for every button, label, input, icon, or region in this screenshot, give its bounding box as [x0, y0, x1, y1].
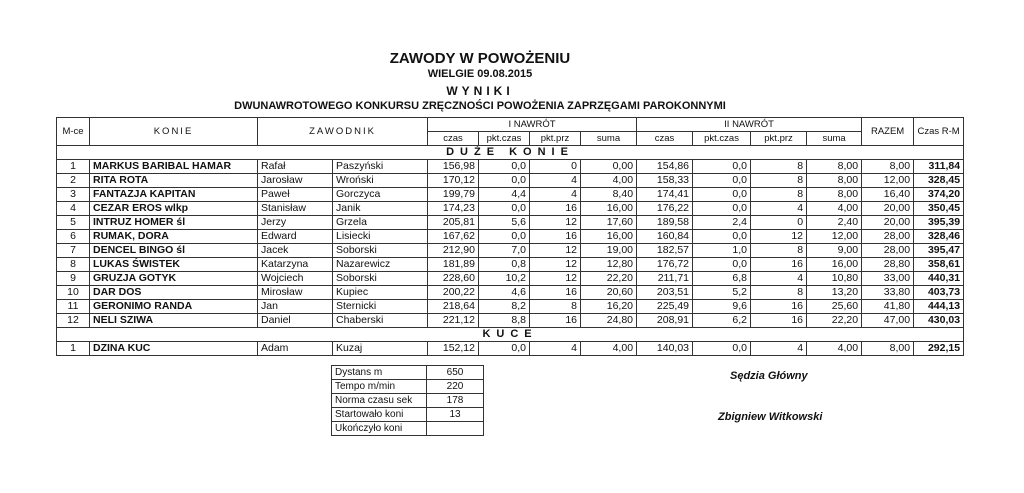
stats-label: Ukończyło koni	[332, 422, 427, 436]
judge-role: Sędzia Główny	[730, 370, 808, 382]
driver-firstname-cell: Jacek	[258, 244, 333, 258]
driver-lastname-cell: Wroński	[333, 174, 428, 188]
competition-subtitle: DWUNAWROTOWEGO KONKURSU ZRĘCZNOŚCI POWOŻENIA ZAPRZĘGAMI PAROKONNYMI	[234, 100, 726, 112]
place-cell: 11	[57, 300, 90, 314]
stats-label: Tempo m/min	[332, 380, 427, 394]
table-row	[57, 258, 964, 272]
total-time-cell: 403,73	[914, 286, 964, 300]
table-row	[57, 286, 964, 300]
time-points-1-cell: 0,0	[479, 202, 530, 216]
sum-1-cell: 24,80	[581, 314, 637, 328]
place-cell: 8	[57, 258, 90, 272]
horses-cell: INTRUZ HOMER śl	[90, 216, 258, 230]
time-2-cell: 176,22	[637, 202, 693, 216]
time-points-1-cell: 0,0	[479, 342, 530, 356]
obstacle-points-1-cell: 16	[530, 202, 581, 216]
time-1-cell: 200,22	[428, 286, 479, 300]
obstacle-points-1-cell: 16	[530, 230, 581, 244]
stats-value: 178	[427, 394, 484, 408]
time-2-cell: 176,72	[637, 258, 693, 272]
stats-value: 650	[427, 366, 484, 380]
sum-2-cell: 13,20	[807, 286, 862, 300]
driver-lastname-cell: Nazarewicz	[333, 258, 428, 272]
total-cell: 8,00	[862, 160, 914, 174]
time-points-2-cell: 0,0	[693, 174, 751, 188]
total-time-cell: 440,31	[914, 272, 964, 286]
obstacle-points-1-cell: 12	[530, 216, 581, 230]
total-cell: 41,80	[862, 300, 914, 314]
time-points-2-cell: 0,0	[693, 230, 751, 244]
driver-firstname-cell: Edward	[258, 230, 333, 244]
driver-lastname-cell: Gorczyca	[333, 188, 428, 202]
total-time-cell: 328,45	[914, 174, 964, 188]
sub-pktczas-1: pkt.czas	[479, 132, 530, 146]
obstacle-points-2-cell: 8	[751, 174, 807, 188]
obstacle-points-2-cell: 4	[751, 272, 807, 286]
driver-lastname-cell: Janik	[333, 202, 428, 216]
sub-pktczas-2: pkt.czas	[693, 132, 751, 146]
table-row	[57, 314, 964, 328]
obstacle-points-2-cell: 4	[751, 342, 807, 356]
total-time-cell: 292,15	[914, 342, 964, 356]
obstacle-points-1-cell: 12	[530, 258, 581, 272]
place-date: WIELGIE 09.08.2015	[427, 68, 533, 80]
time-1-cell: 199,79	[428, 188, 479, 202]
time-points-1-cell: 10,2	[479, 272, 530, 286]
place-cell: 1	[57, 342, 90, 356]
driver-lastname-cell: Sternicki	[333, 300, 428, 314]
driver-firstname-cell: Mirosław	[258, 286, 333, 300]
document-title: ZAWODY W POWOŻENIU	[389, 50, 571, 67]
total-cell: 33,80	[862, 286, 914, 300]
time-2-cell: 182,57	[637, 244, 693, 258]
obstacle-points-2-cell: 8	[751, 188, 807, 202]
horses-cell: CEZAR EROS wlkp	[90, 202, 258, 216]
time-points-2-cell: 6,8	[693, 272, 751, 286]
time-points-2-cell: 0,0	[693, 258, 751, 272]
time-1-cell: 218,64	[428, 300, 479, 314]
driver-lastname-cell: Paszyński	[333, 160, 428, 174]
obstacle-points-1-cell: 12	[530, 244, 581, 258]
place-cell: 10	[57, 286, 90, 300]
time-points-2-cell: 9,6	[693, 300, 751, 314]
time-2-cell: 158,33	[637, 174, 693, 188]
driver-firstname-cell: Jarosław	[258, 174, 333, 188]
table-row	[57, 230, 964, 244]
time-2-cell: 208,91	[637, 314, 693, 328]
table-row	[57, 202, 964, 216]
sum-1-cell: 16,20	[581, 300, 637, 314]
place-cell: 12	[57, 314, 90, 328]
stats-row	[332, 394, 484, 408]
sum-1-cell: 16,00	[581, 230, 637, 244]
time-points-2-cell: 0,0	[693, 188, 751, 202]
obstacle-points-1-cell: 16	[530, 286, 581, 300]
sum-2-cell: 8,00	[807, 188, 862, 202]
section-duze-konie	[57, 146, 964, 328]
driver-firstname-cell: Paweł	[258, 188, 333, 202]
time-2-cell: 225,49	[637, 300, 693, 314]
time-2-cell: 203,51	[637, 286, 693, 300]
obstacle-points-2-cell: 8	[751, 244, 807, 258]
time-points-1-cell: 8,8	[479, 314, 530, 328]
stats-row	[332, 408, 484, 422]
driver-firstname-cell: Rafał	[258, 160, 333, 174]
time-points-1-cell: 7,0	[479, 244, 530, 258]
table-row	[57, 300, 964, 314]
place-cell: 5	[57, 216, 90, 230]
time-1-cell: 205,81	[428, 216, 479, 230]
horses-cell: DENCEL BINGO śl	[90, 244, 258, 258]
obstacle-points-2-cell: 4	[751, 202, 807, 216]
stats-value: 13	[427, 408, 484, 422]
header-konie: KONIE	[90, 118, 258, 146]
obstacle-points-2-cell: 16	[751, 314, 807, 328]
obstacle-points-2-cell: 16	[751, 300, 807, 314]
stats-value	[427, 422, 484, 436]
driver-lastname-cell: Kupiec	[333, 286, 428, 300]
horses-cell: DAR DOS	[90, 286, 258, 300]
time-1-cell: 212,90	[428, 244, 479, 258]
sum-2-cell: 2,40	[807, 216, 862, 230]
section-label-kuce: KUCE	[57, 328, 964, 342]
time-points-1-cell: 8,2	[479, 300, 530, 314]
sum-1-cell: 16,00	[581, 202, 637, 216]
sum-2-cell: 12,00	[807, 230, 862, 244]
total-cell: 20,00	[862, 202, 914, 216]
sum-2-cell: 4,00	[807, 342, 862, 356]
place-cell: 6	[57, 230, 90, 244]
time-points-2-cell: 5,2	[693, 286, 751, 300]
driver-firstname-cell: Adam	[258, 342, 333, 356]
total-cell: 28,80	[862, 258, 914, 272]
table-row	[57, 342, 964, 356]
driver-firstname-cell: Katarzyna	[258, 258, 333, 272]
sub-czas-2: czas	[637, 132, 693, 146]
stats-label: Dystans m	[332, 366, 427, 380]
time-2-cell: 160,84	[637, 230, 693, 244]
driver-lastname-cell: Grzela	[333, 216, 428, 230]
header-nawrot-2: II NAWRÓT	[637, 118, 862, 132]
table-row	[57, 216, 964, 230]
time-2-cell: 140,03	[637, 342, 693, 356]
table-row	[57, 160, 964, 174]
total-time-cell: 374,20	[914, 188, 964, 202]
sum-1-cell: 19,00	[581, 244, 637, 258]
time-points-1-cell: 0,0	[479, 160, 530, 174]
total-time-cell: 328,46	[914, 230, 964, 244]
horses-cell: GERONIMO RANDA	[90, 300, 258, 314]
place-cell: 3	[57, 188, 90, 202]
time-1-cell: 152,12	[428, 342, 479, 356]
sum-2-cell: 25,60	[807, 300, 862, 314]
total-cell: 16,40	[862, 188, 914, 202]
results-heading: WYNIKI	[446, 84, 514, 98]
sub-czas-1: czas	[428, 132, 479, 146]
time-1-cell: 174,23	[428, 202, 479, 216]
time-points-2-cell: 0,0	[693, 202, 751, 216]
stats-row	[332, 422, 484, 436]
obstacle-points-2-cell: 8	[751, 160, 807, 174]
total-cell: 47,00	[862, 314, 914, 328]
total-time-cell: 444,13	[914, 300, 964, 314]
time-points-2-cell: 0,0	[693, 342, 751, 356]
obstacle-points-2-cell: 0	[751, 216, 807, 230]
total-time-cell: 395,47	[914, 244, 964, 258]
driver-lastname-cell: Kuzaj	[333, 342, 428, 356]
time-2-cell: 211,71	[637, 272, 693, 286]
time-points-1-cell: 0,8	[479, 258, 530, 272]
obstacle-points-1-cell: 8	[530, 300, 581, 314]
sum-1-cell: 20,60	[581, 286, 637, 300]
place-cell: 1	[57, 160, 90, 174]
horses-cell: RITA ROTA	[90, 174, 258, 188]
sum-1-cell: 22,20	[581, 272, 637, 286]
time-points-2-cell: 1,0	[693, 244, 751, 258]
obstacle-points-1-cell: 4	[530, 174, 581, 188]
sum-2-cell: 16,00	[807, 258, 862, 272]
obstacle-points-1-cell: 4	[530, 188, 581, 202]
driver-lastname-cell: Soborski	[333, 244, 428, 258]
driver-firstname-cell: Jerzy	[258, 216, 333, 230]
header-czas-rm: Czas R-M	[914, 118, 964, 146]
obstacle-points-2-cell: 8	[751, 286, 807, 300]
time-1-cell: 156,98	[428, 160, 479, 174]
total-time-cell: 395,39	[914, 216, 964, 230]
total-time-cell: 350,45	[914, 202, 964, 216]
sum-2-cell: 10,80	[807, 272, 862, 286]
obstacle-points-2-cell: 12	[751, 230, 807, 244]
driver-lastname-cell: Chaberski	[333, 314, 428, 328]
table-row	[57, 188, 964, 202]
time-1-cell: 221,12	[428, 314, 479, 328]
time-points-2-cell: 2,4	[693, 216, 751, 230]
sum-1-cell: 17,60	[581, 216, 637, 230]
sum-1-cell: 0,00	[581, 160, 637, 174]
time-2-cell: 189,58	[637, 216, 693, 230]
sum-1-cell: 4,00	[581, 174, 637, 188]
horses-cell: LUKAS ŚWISTEK	[90, 258, 258, 272]
time-1-cell: 167,62	[428, 230, 479, 244]
time-1-cell: 228,60	[428, 272, 479, 286]
header-nawrot-1: I NAWRÓT	[428, 118, 637, 132]
sub-pktprz-2: pkt.prz	[751, 132, 807, 146]
time-points-1-cell: 0,0	[479, 174, 530, 188]
sum-2-cell: 9,00	[807, 244, 862, 258]
stats-value: 220	[427, 380, 484, 394]
time-points-2-cell: 0,0	[693, 160, 751, 174]
total-cell: 28,00	[862, 244, 914, 258]
time-points-1-cell: 5,6	[479, 216, 530, 230]
driver-lastname-cell: Lisiecki	[333, 230, 428, 244]
horses-cell: DZINA KUC	[90, 342, 258, 356]
table-row	[57, 244, 964, 258]
time-1-cell: 181,89	[428, 258, 479, 272]
header-zawodnik: ZAWODNIK	[258, 118, 428, 146]
total-cell: 20,00	[862, 216, 914, 230]
obstacle-points-1-cell: 4	[530, 342, 581, 356]
header-mce: M-ce	[57, 118, 90, 146]
time-2-cell: 154,86	[637, 160, 693, 174]
stats-table	[331, 365, 484, 436]
stats-row	[332, 366, 484, 380]
sub-pktprz-1: pkt.prz	[530, 132, 581, 146]
obstacle-points-1-cell: 16	[530, 314, 581, 328]
stats-label: Norma czasu sek	[332, 394, 427, 408]
table-row	[57, 174, 964, 188]
driver-firstname-cell: Daniel	[258, 314, 333, 328]
sum-1-cell: 12,80	[581, 258, 637, 272]
time-points-1-cell: 0,0	[479, 230, 530, 244]
section-kuce	[57, 328, 964, 356]
driver-firstname-cell: Stanisław	[258, 202, 333, 216]
table-row	[57, 272, 964, 286]
header-razem: RAZEM	[862, 118, 914, 146]
judge-name: Zbigniew Witkowski	[718, 411, 823, 423]
horses-cell: MARKUS BARIBAL HAMAR	[90, 160, 258, 174]
time-points-1-cell: 4,4	[479, 188, 530, 202]
total-cell: 8,00	[862, 342, 914, 356]
place-cell: 2	[57, 174, 90, 188]
driver-lastname-cell: Soborski	[333, 272, 428, 286]
sub-suma-1: suma	[581, 132, 637, 146]
place-cell: 7	[57, 244, 90, 258]
total-time-cell: 358,61	[914, 258, 964, 272]
driver-firstname-cell: Jan	[258, 300, 333, 314]
sum-2-cell: 4,00	[807, 202, 862, 216]
horses-cell: FANTAZJA KAPITAN	[90, 188, 258, 202]
sum-2-cell: 8,00	[807, 174, 862, 188]
stats-label: Startowało koni	[332, 408, 427, 422]
driver-firstname-cell: Wojciech	[258, 272, 333, 286]
time-2-cell: 174,41	[637, 188, 693, 202]
stats-row	[332, 380, 484, 394]
place-cell: 9	[57, 272, 90, 286]
sum-2-cell: 8,00	[807, 160, 862, 174]
obstacle-points-1-cell: 12	[530, 272, 581, 286]
horses-cell: GRUZJA GOTYK	[90, 272, 258, 286]
sum-1-cell: 4,00	[581, 342, 637, 356]
total-cell: 28,00	[862, 230, 914, 244]
horses-cell: NELI SZIWA	[90, 314, 258, 328]
results-table	[56, 117, 964, 356]
time-points-2-cell: 6,2	[693, 314, 751, 328]
time-1-cell: 170,12	[428, 174, 479, 188]
obstacle-points-1-cell: 0	[530, 160, 581, 174]
section-label-duze: DUŻE KONIE	[57, 146, 964, 160]
total-cell: 12,00	[862, 174, 914, 188]
time-points-1-cell: 4,6	[479, 286, 530, 300]
total-time-cell: 311,84	[914, 160, 964, 174]
obstacle-points-2-cell: 16	[751, 258, 807, 272]
total-time-cell: 430,03	[914, 314, 964, 328]
place-cell: 4	[57, 202, 90, 216]
sub-suma-2: suma	[807, 132, 862, 146]
horses-cell: RUMAK, DORA	[90, 230, 258, 244]
sum-1-cell: 8,40	[581, 188, 637, 202]
sum-2-cell: 22,20	[807, 314, 862, 328]
total-cell: 33,00	[862, 272, 914, 286]
